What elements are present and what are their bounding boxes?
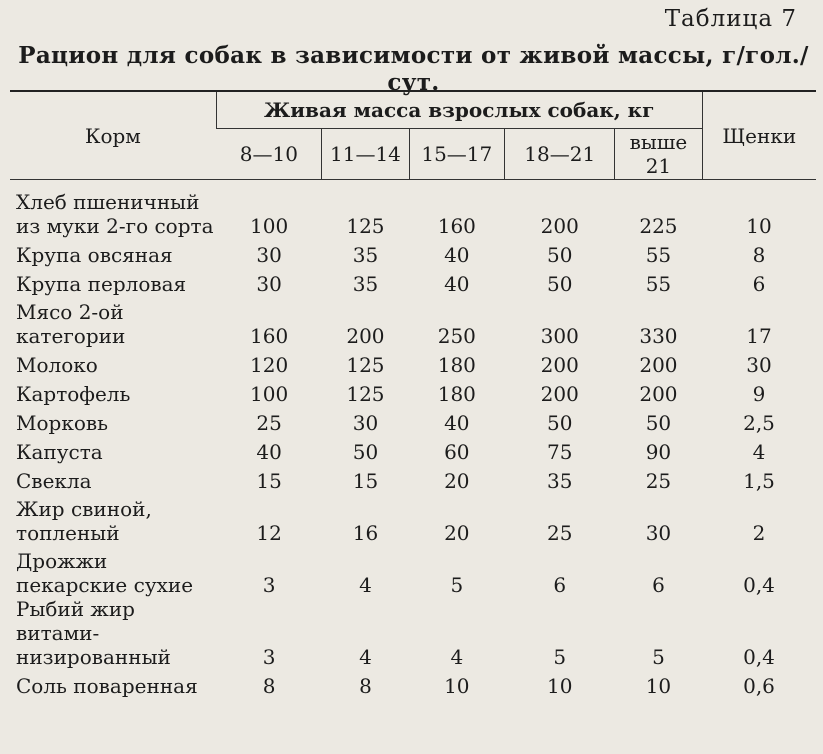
value-cell: 35 <box>352 243 379 267</box>
puppy-value: 8 <box>752 243 766 267</box>
value-cell: 160 <box>437 214 476 238</box>
value-cell: 25 <box>645 469 672 493</box>
value-cell: 200 <box>639 353 678 377</box>
value-cell: 6 <box>553 573 567 597</box>
header-puppies: Щенки <box>702 91 816 180</box>
value-cell: 35 <box>352 272 379 296</box>
value-cell: 200 <box>540 382 579 406</box>
value-cell: 125 <box>346 353 385 377</box>
table-row <box>10 493 816 545</box>
puppy-value: 6 <box>752 272 766 296</box>
puppy-value: 0,4 <box>743 645 775 669</box>
value-cell: 250 <box>437 324 476 348</box>
value-cell: 20 <box>444 521 470 545</box>
feed-name: Свекла <box>16 469 92 493</box>
header-range: 8—10 <box>216 129 322 180</box>
table-row <box>10 464 816 493</box>
value-cell: 16 <box>352 521 379 545</box>
value-cell: 5 <box>450 573 464 597</box>
value-cell: 200 <box>540 353 579 377</box>
puppy-value: 10 <box>746 214 772 238</box>
value-cell: 25 <box>256 411 282 435</box>
header-range: 15—17 <box>409 129 505 180</box>
feed-name: Дрожжи пекарские сухие <box>16 549 194 597</box>
value-cell: 4 <box>450 645 464 669</box>
value-cell: 8 <box>359 674 372 698</box>
value-cell: 125 <box>346 214 385 238</box>
value-cell: 50 <box>547 411 573 435</box>
feed-name: Жир свиной, топленый <box>16 497 152 545</box>
puppy-value: 30 <box>746 353 772 377</box>
value-cell: 300 <box>540 324 579 348</box>
table-row <box>10 406 816 435</box>
value-cell: 15 <box>256 469 282 493</box>
value-cell: 3 <box>262 645 276 669</box>
table-row <box>10 238 816 267</box>
value-cell: 180 <box>437 382 476 406</box>
feed-name: Мясо 2-ой категории <box>16 300 126 348</box>
value-cell: 200 <box>346 324 385 348</box>
value-cell: 50 <box>547 272 573 296</box>
value-cell: 5 <box>553 645 567 669</box>
value-cell: 120 <box>250 353 289 377</box>
feed-name: Рыбий жир витами-низированный <box>16 597 171 669</box>
value-cell: 30 <box>256 243 282 267</box>
value-cell: 50 <box>352 440 379 464</box>
value-cell: 30 <box>352 411 379 435</box>
value-cell: 30 <box>645 521 672 545</box>
value-cell: 5 <box>652 645 665 669</box>
feed-name: Капуста <box>16 440 103 464</box>
value-cell: 100 <box>250 382 289 406</box>
value-cell: 4 <box>359 573 372 597</box>
table-number: Таблица 7 <box>664 6 797 32</box>
table-body <box>10 180 816 699</box>
value-cell: 225 <box>639 214 678 238</box>
puppy-value: 1,5 <box>743 469 775 493</box>
table-row <box>10 267 816 296</box>
puppy-value: 0,4 <box>743 573 775 597</box>
value-cell: 40 <box>444 243 470 267</box>
value-cell: 55 <box>645 272 672 296</box>
value-cell: 25 <box>547 521 573 545</box>
table-title: Рацион для собак в зависимости от живой массы, г/гол./сут. <box>18 42 809 96</box>
value-cell: 35 <box>547 469 573 493</box>
puppy-value: 17 <box>746 324 772 348</box>
feed-name: Соль поваренная <box>16 674 198 698</box>
value-cell: 60 <box>444 440 470 464</box>
value-cell: 3 <box>262 573 276 597</box>
header-adult-weight: Живая масса взрослых собак, кг <box>216 91 702 129</box>
value-cell: 10 <box>444 674 470 698</box>
feed-name: Картофель <box>16 382 131 406</box>
value-cell: 200 <box>639 382 678 406</box>
value-cell: 90 <box>645 440 672 464</box>
value-cell: 6 <box>652 573 665 597</box>
value-cell: 75 <box>547 440 573 464</box>
value-cell: 50 <box>547 243 573 267</box>
puppy-value: 2,5 <box>743 411 775 435</box>
value-cell: 160 <box>250 324 289 348</box>
header-range: выше 21 <box>615 129 702 180</box>
header-range: 18—21 <box>505 129 615 180</box>
value-cell: 4 <box>359 645 372 669</box>
feed-name: Морковь <box>16 411 109 435</box>
value-cell: 330 <box>639 324 678 348</box>
table-row <box>10 377 816 406</box>
table-row <box>10 180 816 239</box>
table-row <box>10 435 816 464</box>
table-row <box>10 597 816 669</box>
value-cell: 15 <box>352 469 379 493</box>
puppy-value: 9 <box>752 382 766 406</box>
value-cell: 30 <box>256 272 282 296</box>
value-cell: 40 <box>256 440 282 464</box>
header-range: 11—14 <box>322 129 409 180</box>
puppy-value: 0,6 <box>743 674 775 698</box>
feed-name: Молоко <box>16 353 98 377</box>
puppy-value: 2 <box>752 521 766 545</box>
table-row <box>10 296 816 348</box>
value-cell: 125 <box>346 382 385 406</box>
value-cell: 10 <box>645 674 672 698</box>
value-cell: 20 <box>444 469 470 493</box>
feed-name: Хлеб пшеничный из муки 2-го сорта <box>16 190 214 238</box>
table-row <box>10 545 816 597</box>
value-cell: 200 <box>540 214 579 238</box>
table-row <box>10 669 816 698</box>
value-cell: 12 <box>256 521 282 545</box>
table-row <box>10 348 816 377</box>
value-cell: 50 <box>645 411 672 435</box>
value-cell: 180 <box>437 353 476 377</box>
value-cell: 8 <box>262 674 276 698</box>
puppy-value: 4 <box>752 440 766 464</box>
feed-name: Крупа овсяная <box>16 243 173 267</box>
header-feed: Корм <box>10 91 216 180</box>
value-cell: 10 <box>547 674 573 698</box>
value-cell: 100 <box>250 214 289 238</box>
value-cell: 40 <box>444 411 470 435</box>
value-cell: 40 <box>444 272 470 296</box>
feed-name: Крупа перловая <box>16 272 187 296</box>
ration-table <box>10 90 816 698</box>
value-cell: 55 <box>645 243 672 267</box>
